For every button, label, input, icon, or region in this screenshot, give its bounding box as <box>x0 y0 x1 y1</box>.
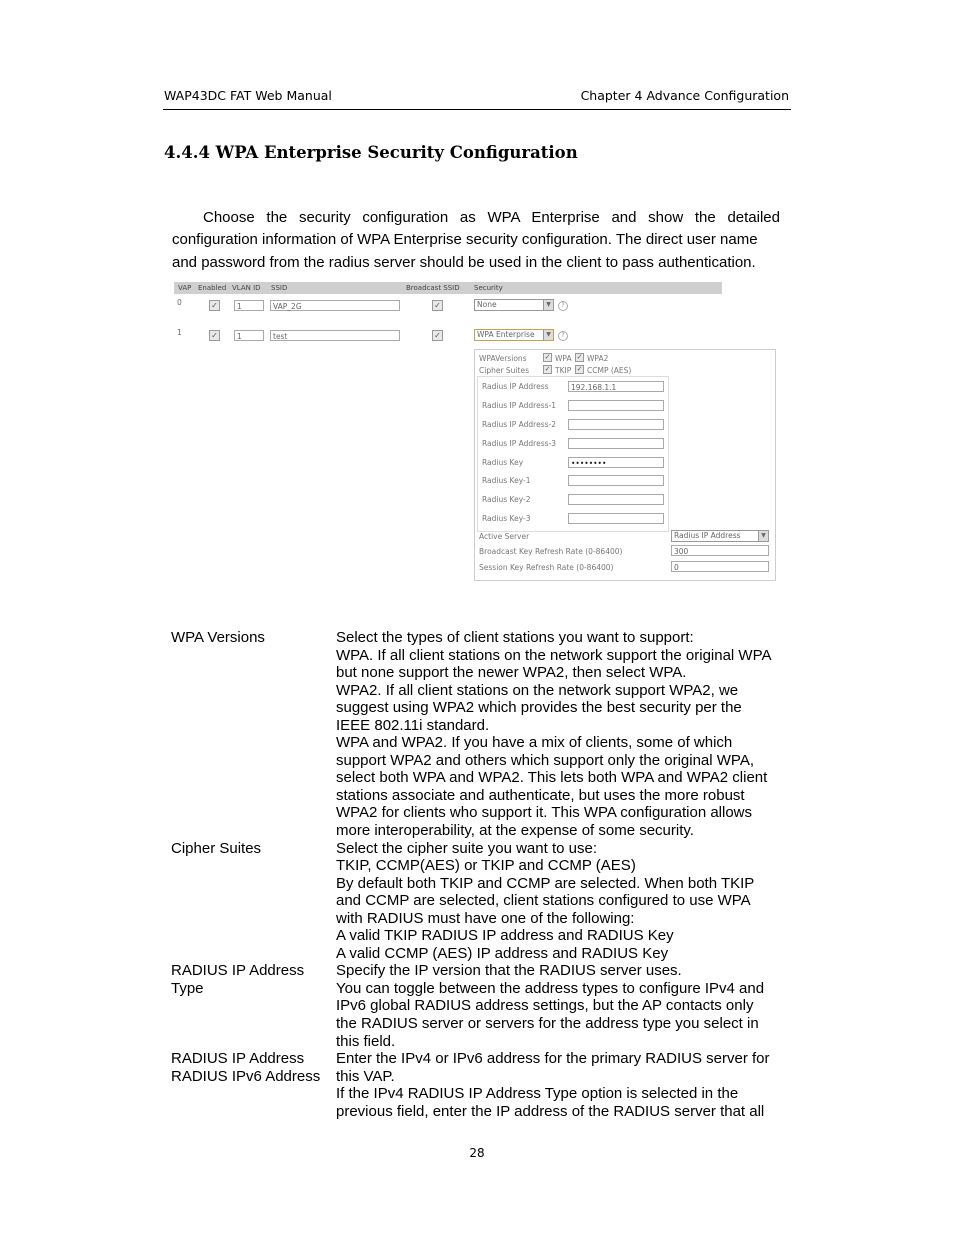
desc-line: IPv6 global RADIUS address settings, but the AP contacts only <box>336 997 754 1015</box>
desc-line: You can toggle between the address types to configure IPv4 and <box>336 979 765 997</box>
wpa2-checkbox[interactable]: ✓ <box>576 353 583 361</box>
desc-line: suggest using WPA2 which provides the best security per the <box>336 699 742 717</box>
section-title: 4.4.4 WPA Enterprise Security Configuration <box>164 143 578 162</box>
definition-term: WPA Versions <box>171 629 265 646</box>
desc-line: and CCMP are selected, client stations configured to use WPA <box>336 892 751 910</box>
definition-description <box>336 840 791 963</box>
definition-term: RADIUS IP Address RADIUS IPv6 Address <box>171 1050 321 1085</box>
active-server-value: Radius IP Address <box>674 531 741 540</box>
desc-line: WPA2 for clients who support it. This WPA configuration allows <box>336 804 753 822</box>
desc-line: Specify the IP version that the RADIUS server uses. <box>336 962 682 980</box>
desc-line: more interoperability, at the expense of some security. <box>336 822 694 840</box>
active-server-select[interactable] <box>671 530 769 542</box>
radius-field-label: Radius Key-2 <box>482 495 531 504</box>
page-number: 28 <box>469 1146 485 1160</box>
broadcast-key-refresh-label <box>479 547 622 556</box>
definition-row <box>171 629 791 840</box>
radius-key-3-input[interactable] <box>568 513 664 524</box>
desc-line: WPA and WPA2. If you have a mix of clients, some of which <box>336 734 733 752</box>
radius-field-label: Radius Key-3 <box>482 514 531 523</box>
col-vap: VAP <box>178 284 192 292</box>
desc-line: Enter the IPv4 or IPv6 address for the primary RADIUS server for <box>336 1050 770 1068</box>
intro-line-3: and password from the radius server should be used in the client to pass authentication. <box>172 254 756 271</box>
desc-line: but none support the newer WPA2, then select WPA. <box>336 664 687 682</box>
enabled-checkbox-1[interactable]: ✓ <box>209 330 220 341</box>
wpa-label: WPA <box>555 354 572 363</box>
radius-field-label: Radius IP Address-1 <box>482 401 556 410</box>
col-ssid: SSID <box>271 284 288 292</box>
col-security: Security <box>474 284 503 292</box>
wpa-versions-label: WPAVersions <box>479 354 527 363</box>
intro-paragraph <box>172 207 780 273</box>
broadcast-key-refresh-range: (0-86400) <box>585 547 623 556</box>
desc-line: this field. <box>336 1032 396 1050</box>
definition-term: Cipher Suites <box>171 839 262 857</box>
col-vlan-id: VLAN ID <box>232 284 261 292</box>
vap-security-screenshot <box>172 282 782 582</box>
desc-line: this VAP. <box>336 1067 395 1085</box>
radius-field-label: Radius Key <box>482 458 524 467</box>
ssid-input-1[interactable]: test <box>270 330 400 341</box>
desc-line: support WPA2 and others which support only the original WPA, <box>336 751 754 769</box>
desc-line: A valid TKIP RADIUS IP address and RADIUS Key <box>336 927 674 945</box>
definition-description <box>336 629 791 840</box>
wpa2-label: WPA2 <box>587 354 609 363</box>
desc-line: previous field, enter the IP address of the RADIUS server that all <box>336 1102 765 1120</box>
desc-line: IEEE 802.11i standard. <box>336 716 490 734</box>
running-header-title: WAP43DC FAT Web Manual <box>164 88 332 103</box>
desc-line: select both WPA and WPA2. This lets both WPA and WPA2 client <box>336 769 768 787</box>
desc-line: If the IPv4 RADIUS IP Address Type option is selected in the <box>336 1085 739 1103</box>
definition-row <box>171 840 791 963</box>
help-icon[interactable]: ? <box>558 301 568 311</box>
radius-field-label: Radius Key-1 <box>482 476 531 485</box>
security-select-1[interactable] <box>474 329 554 341</box>
definition-row <box>171 962 791 1050</box>
active-server-label: Active Server <box>479 532 530 541</box>
col-enabled: Enabled <box>198 284 227 292</box>
header-divider <box>163 109 791 110</box>
desc-line: By default both TKIP and CCMP are selected. When both TKIP <box>336 874 755 892</box>
vap-index-0: 0 <box>177 298 182 307</box>
broadcast-key-refresh-text: Broadcast Key Refresh Rate <box>479 547 583 556</box>
security-select-1-value: WPA Enterprise <box>477 330 535 339</box>
radius-field-label: Radius IP Address-3 <box>482 439 556 448</box>
desc-line: WPA. If all client stations on the network support the original WPA <box>336 646 772 664</box>
desc-line: stations associate and authenticate, but uses the more robust <box>336 786 745 804</box>
broadcast-key-refresh-input[interactable]: 300 <box>671 545 769 556</box>
running-header-chapter: Chapter 4 Advance Configuration <box>580 88 789 103</box>
chevron-down-icon: ▼ <box>543 330 553 340</box>
session-key-refresh-text: Session Key Refresh Rate <box>479 563 574 572</box>
tkip-checkbox[interactable]: ✓ <box>544 365 551 373</box>
desc-line: Select the cipher suite you want to use: <box>336 839 597 857</box>
session-key-refresh-range: (0-86400) <box>576 563 614 572</box>
radius-ip-3-input[interactable] <box>568 438 664 449</box>
vap-index-1: 1 <box>177 328 182 337</box>
desc-line: A valid CCMP (AES) IP address and RADIUS Key <box>336 944 669 962</box>
desc-line: with RADIUS must have one of the following: <box>336 909 635 927</box>
desc-line: TKIP, CCMP(AES) or TKIP and CCMP (AES) <box>336 857 636 875</box>
definition-description <box>336 1050 791 1120</box>
help-icon[interactable]: ? <box>558 331 568 341</box>
enabled-checkbox-0[interactable]: ✓ <box>209 300 220 311</box>
definition-row <box>171 1050 791 1120</box>
radius-ip-1-input[interactable] <box>568 400 664 411</box>
vap-table-header <box>174 282 722 294</box>
definition-term: RADIUS IP Address Type <box>171 962 305 997</box>
broadcast-checkbox-1[interactable]: ✓ <box>432 330 443 341</box>
intro-line-1: Choose the security configuration as WPA Enterprise and show the detailed <box>203 209 780 226</box>
ccmp-checkbox[interactable]: ✓ <box>576 365 583 373</box>
broadcast-checkbox-0[interactable]: ✓ <box>432 300 443 311</box>
tkip-label: TKIP <box>555 366 572 375</box>
ccmp-label: CCMP (AES) <box>587 366 632 375</box>
definition-description <box>336 962 791 1050</box>
definitions-table <box>171 629 791 1120</box>
radius-ip-2-input[interactable] <box>568 419 664 430</box>
desc-line: WPA2. If all client stations on the network support WPA2, we <box>336 681 739 699</box>
radius-ip-input[interactable]: 192.168.1.1 <box>568 381 664 392</box>
cipher-suites-label: Cipher Suites <box>479 366 529 375</box>
vlan-input-1[interactable]: 1 <box>234 330 264 341</box>
chevron-down-icon: ▼ <box>543 300 553 310</box>
radius-key-2-input[interactable] <box>568 494 664 505</box>
radius-key-input[interactable]: •••••••• <box>568 457 664 468</box>
ssid-input-0[interactable]: VAP_2G <box>270 300 400 311</box>
intro-line-2: configuration information of WPA Enterprise security configuration. The direct user name <box>172 231 758 248</box>
session-key-refresh-label <box>479 563 613 572</box>
desc-line: the RADIUS server or servers for the address type you select in <box>336 1015 759 1033</box>
chevron-down-icon: ▼ <box>758 531 768 541</box>
session-key-refresh-input[interactable]: 0 <box>671 561 769 572</box>
col-broadcast-ssid: Broadcast SSID <box>406 284 460 292</box>
radius-field-label: Radius IP Address <box>482 382 549 391</box>
security-select-0[interactable] <box>474 299 554 311</box>
wpa-enterprise-panel <box>474 349 776 581</box>
desc-line: Select the types of client stations you want to support: <box>336 629 694 646</box>
wpa-checkbox[interactable]: ✓ <box>544 353 551 361</box>
vlan-input-0[interactable]: 1 <box>234 300 264 311</box>
radius-key-1-input[interactable] <box>568 475 664 486</box>
radius-field-label: Radius IP Address-2 <box>482 420 556 429</box>
security-select-0-value: None <box>477 300 497 309</box>
